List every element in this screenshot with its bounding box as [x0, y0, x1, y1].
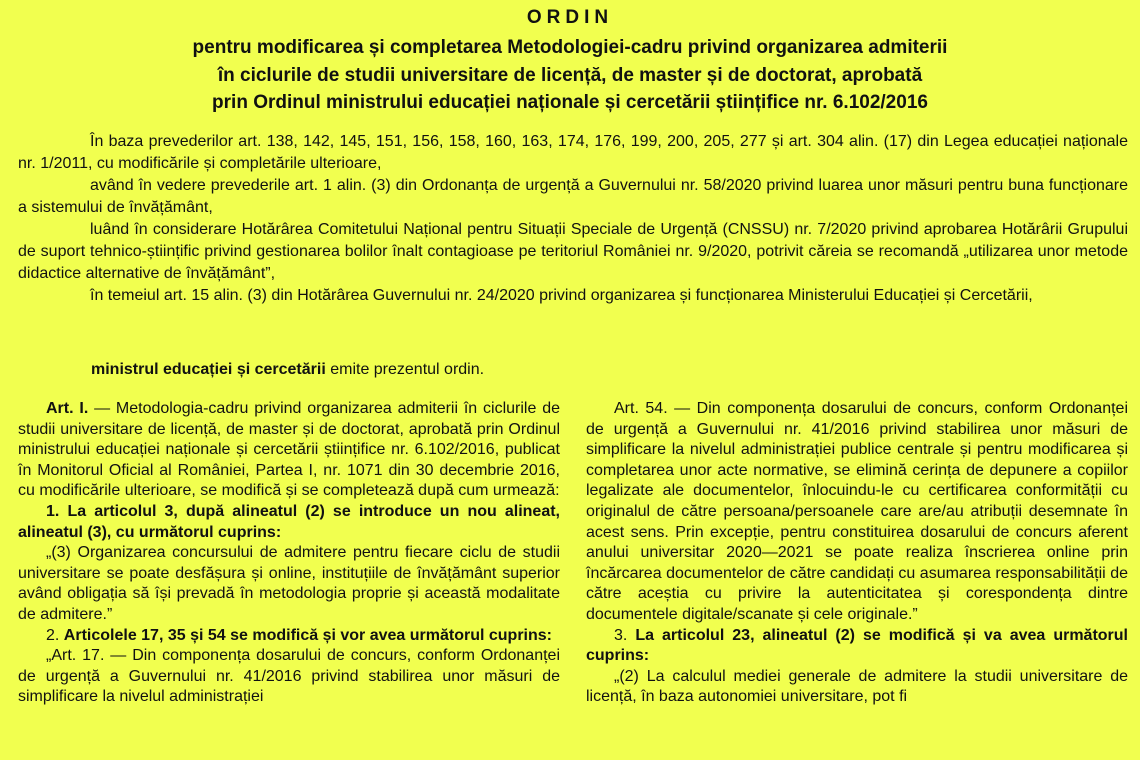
preamble-paragraph: În baza prevederilor art. 138, 142, 145, 151, 156, 158, 160, 163, 174, 176, 199, 200, 205, 277 și art. 304 alin. (17) din Legea educației naționale nr. 1/2011, cu modificările și completările ulterioare,	[18, 133, 1128, 172]
issuer-name: ministrul educației și cercetării	[91, 361, 326, 378]
article-label: Art. I.	[46, 400, 89, 417]
amendment-heading: Articolele 17, 35 și 54 se modifică și vor avea următorul cuprins:	[63, 626, 552, 644]
left-column	[18, 399, 560, 708]
preamble-paragraph: în temeiul art. 15 alin. (3) din Hotărârea Guvernului nr. 24/2020 privind organizarea și funcționarea Ministerului Educației și Cercetării,	[90, 287, 1033, 304]
quoted-paragraph: „Art. 17. — Din componența dosarului de concurs, conform Ordonanței de urgență a Guvernului nr. 41/2016 privind stabilirea unor măsuri de simplificare la nivelul administrației	[18, 647, 560, 706]
document-subtitle	[0, 34, 1140, 117]
amendment-heading: La articolul 23, alineatul (2) se modifică și va avea următorul cuprins:	[586, 626, 1128, 665]
article-paragraph	[18, 399, 560, 502]
amendment-point	[18, 626, 560, 647]
amendment-number: 3.	[614, 626, 636, 644]
preamble-paragraph: având în vedere prevederile art. 1 alin. (3) din Ordonanța de urgență a Guvernului nr. 58/2020 privind luarea unor măsuri pentru buna funcționare a sistemului de învățământ,	[18, 177, 1128, 216]
quoted-paragraph: Art. 54. — Din componența dosarului de concurs, conform Ordonanței de urgență a Guvernului nr. 41/2016 privind stabilirea unor măsuri de simplificare la nivelul administrației publice centrale și pentru modificarea și completarea unor acte normative, se elimină cerința de depunere a copiilor legalizate ale documentelor, înlocuindu-le cu certificarea conformității cu originalul de către persoana/persoanele care are/au atribuții desemnate în acest sens. Prin excepție, pentru constituirea dosarului de concurs aferent anului universitar 2020—2021 se poate realiza înscrierea online prin încărcarea documentelor de către candidați cu asumarea responsabilității de către aceștia cu privire la autenticitatea și corespondența dintre documentele digitale/scanate și cele originale.”	[586, 400, 1128, 623]
right-column	[586, 399, 1128, 708]
quoted-paragraph: „(2) La calculul mediei generale de admitere la studii universitare de licență, în baza autonomiei universitare, pot fi	[586, 667, 1128, 706]
quoted-paragraph: „(3) Organizarea concursului de admitere pentru fiecare ciclu de studii universitare se poate desfășura și online, instituțiile de învățământ superior având obligația să își prevadă în metodologia proprie și această modalitate de admitere.”	[18, 544, 560, 623]
issuing-text: emite prezentul ordin.	[325, 361, 485, 378]
issuing-statement	[91, 359, 484, 381]
amendment-point	[586, 626, 1128, 667]
article-text: — Metodologia-cadru privind organizarea admiterii în ciclurile de studii universitare de licență, de master și de doctorat, aprobată prin Ordinul ministrului educației naționale și cercetării științifice nr. 6.102/2016, publicat în Monitorul Oficial al României, Partea I, nr. 1071 din 30 decembrie 2016, cu modificările ulterioare, se modifică și se completează după cum urmează:	[18, 400, 561, 500]
amendment-heading: 1. La articolul 3, după alineatul (2) se introduce un nou alineat, alineatul (3), cu următorul cuprins:	[18, 502, 560, 541]
amendment-point	[18, 502, 560, 543]
document-title: ORDIN	[526, 7, 614, 28]
preamble	[18, 131, 1128, 307]
subtitle-line: pentru modificarea și completarea Metodologiei-cadru privind organizarea admiterii	[192, 37, 948, 58]
subtitle-line: prin Ordinul ministrului educației naționale și cercetării științifice nr. 6.102/2016	[212, 92, 928, 113]
subtitle-line: în ciclurile de studii universitare de licență, de master și de doctorat, aprobată	[217, 64, 923, 86]
amendment-number: 2.	[46, 626, 64, 644]
preamble-paragraph: luând în considerare Hotărârea Comitetului Național pentru Situații Speciale de Urgență (CNSSU) nr. 7/2020 privind aprobarea Hotărârii Grupului de suport tehnico-științific privind gestionarea bolilor înalt contagioase pe teritoriul României nr. 9/2020, potrivit căreia se recomandă „utilizarea unor metode didactice alternative de învățământ”,	[18, 221, 1128, 282]
